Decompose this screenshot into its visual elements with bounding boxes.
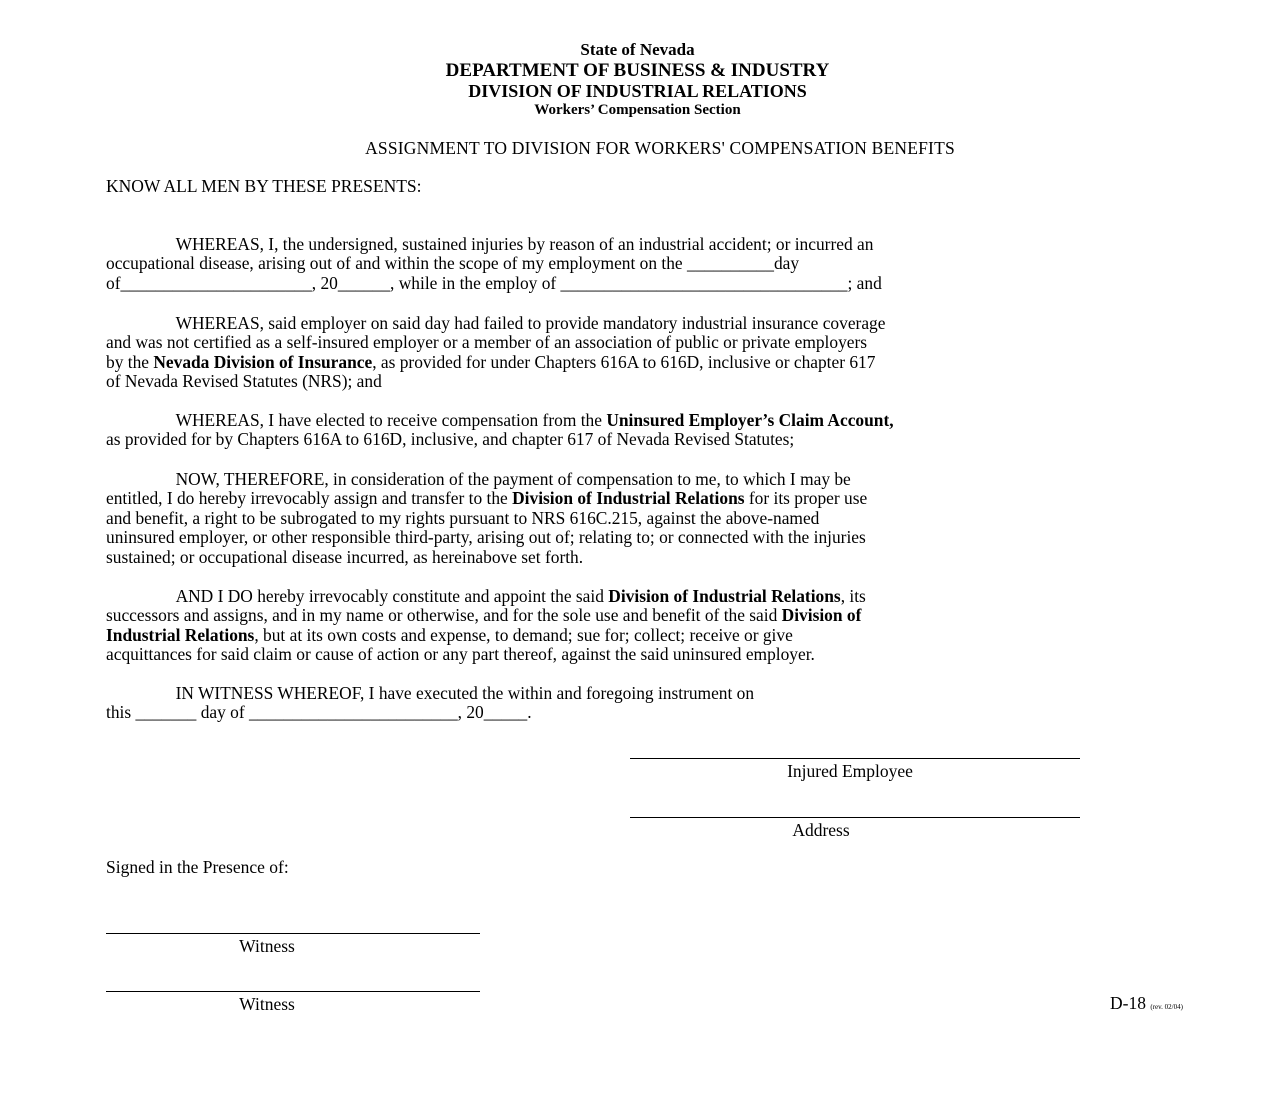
section-heading: Workers’ Compensation Section <box>534 102 741 118</box>
paragraph-whereas-employer <box>106 294 1216 392</box>
paragraph-text: , but at its own costs and expense, to demand; sue for; collect; receive or give acquittances for said claim or cause of action or any part thereof, against the said uninsured employer. <box>106 624 815 664</box>
address-label: Address <box>792 820 850 840</box>
paragraph-text: as provided for by Chapters 616A to 616D, inclusive, and chapter 617 of Nevada Revised Statutes; <box>106 429 795 449</box>
witness-label-1: Witness <box>239 936 295 956</box>
witness-signature-line-2[interactable] <box>106 991 480 992</box>
bold-term: Division of Industrial Relations <box>608 585 841 606</box>
paragraph-and-i-do <box>106 567 1216 665</box>
injured-employee-label: Injured Employee <box>787 761 913 781</box>
division-heading: DIVISION OF INDUSTRIAL RELATIONS <box>468 81 807 101</box>
paragraph-text: for its proper use and benefit, a right to be subrogated to my rights pursuant to NRS 616C.215, against the above-named uninsured employer, or other responsible third-party, arising out of; relating to; or connected with the injuries sustained; or occupational disease incurred, as hereinabove set forth. <box>106 488 868 567</box>
bold-term: Nevada Division of Insurance <box>153 351 373 372</box>
form-number: D-18 <box>1110 993 1146 1013</box>
intro-line: KNOW ALL MEN BY THESE PRESENTS: <box>106 176 422 196</box>
state-heading: State of Nevada <box>580 40 695 59</box>
paragraph-in-witness <box>106 664 1216 723</box>
form-identifier <box>1110 993 1183 1014</box>
bold-term: Division of Industrial Relations <box>512 488 745 508</box>
paragraph-text: , as provided for under Chapters 616A to 616D, inclusive or chapter 617 of Nevada Revised Statutes (NRS); and <box>106 351 876 391</box>
paragraph-text: WHEREAS, I, the undersigned, sustained injuries by reason of an industrial accident; or incurred an occupational disease, arising out of and within the scope of my employment on the __________day of______________________, 20______, while in the employ of _________________________________; and <box>106 233 882 293</box>
paragraph-now-therefore <box>106 450 1216 567</box>
paragraph-text: IN WITNESS WHEREOF, I have executed the within and foregoing instrument on this _______ day of ________________________, 20_____. <box>106 682 755 722</box>
bold-term: Uninsured Employer’s Claim Account, <box>606 409 894 430</box>
document-header <box>0 40 1275 120</box>
paragraph-text: WHEREAS, said employer on said day had failed to provide mandatory industrial insurance coverage and was not certified as a self-insured employer or a member of an association of public or private employers by the <box>106 312 886 372</box>
paragraph-text: , its successors and assigns, and in my name or otherwise, and for the sole use and benefit of the said <box>106 585 866 625</box>
paragraph-text: AND I DO hereby irrevocably constitute and appoint the said <box>106 585 609 606</box>
bold-term: Division of Industrial Relations <box>106 605 862 645</box>
witness-label-2: Witness <box>239 994 295 1014</box>
department-heading: DEPARTMENT OF BUSINESS & INDUSTRY <box>445 60 830 81</box>
paragraph-whereas-election <box>106 391 1216 450</box>
paragraph-whereas-injury <box>106 215 1216 293</box>
address-signature-line[interactable] <box>630 817 1080 818</box>
witness-signature-line-1[interactable] <box>106 933 480 934</box>
document-title: ASSIGNMENT TO DIVISION FOR WORKERS' COMPENSATION BENEFITS <box>365 138 955 158</box>
paragraph-text: WHEREAS, I have elected to receive compensation from the <box>106 409 607 430</box>
injured-employee-signature-line[interactable] <box>630 758 1080 759</box>
signed-in-presence-label: Signed in the Presence of: <box>106 857 289 877</box>
form-revision: (rev. 02/04) <box>1150 1003 1183 1011</box>
paragraph-text: NOW, THEREFORE, in consideration of the payment of compensation to me, to which I may be entitled, I do hereby irrevocably assign and transfer to the <box>106 468 851 508</box>
